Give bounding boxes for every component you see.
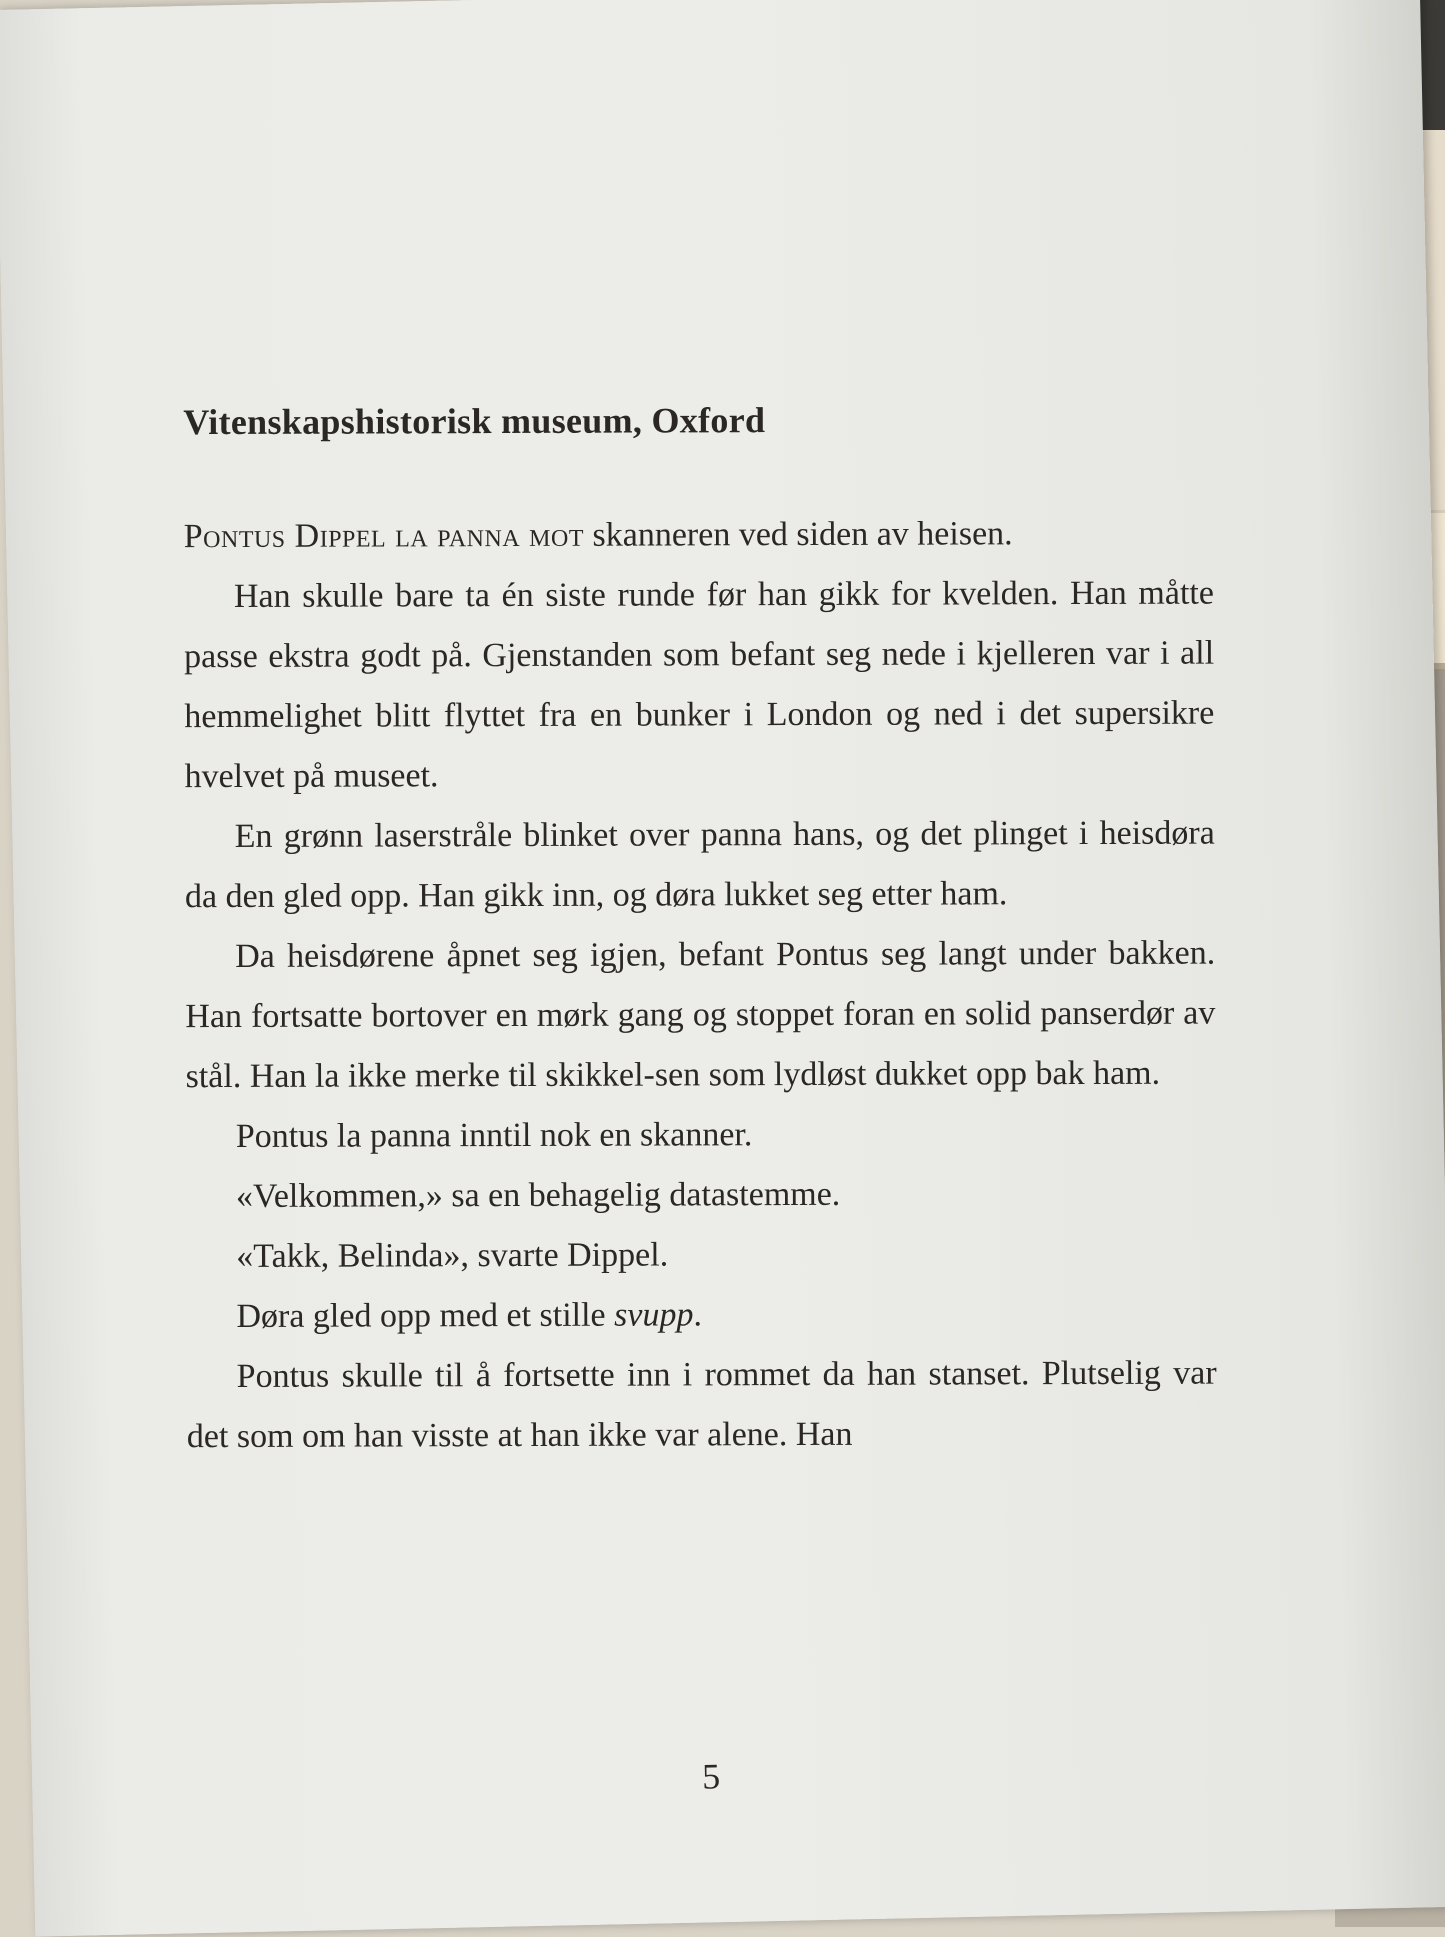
italic-word: svupp	[614, 1296, 694, 1334]
chapter-heading: Vitenskapshistorisk museum, Oxford	[183, 400, 766, 443]
paragraph: Pontus skulle til å fortsette inn i rommet da han stanset. Plutselig var det som om han visste at han ikke var alene. Han	[186, 1354, 1217, 1456]
paragraph: Da heisdørene åpnet seg igjen, befant Pontus seg langt under bakken. Han fortsatte bortover en mørk gang og stoppet foran en solid panserdør av stål. Han la ikke merke til skikkel-sen som lydløst dukket opp bak ham.	[185, 934, 1216, 1096]
paragraph-opening	[184, 504, 1214, 568]
paragraph	[186, 1284, 1216, 1348]
paragraph: Pontus la panna inntil nok en skanner.	[235, 1116, 753, 1155]
paragraph-text: Døra gled opp med et stille	[236, 1296, 606, 1335]
opening-smallcaps: Pontus Dippel la panna mot	[183, 516, 585, 556]
paragraph: «Takk, Belinda», svarte Dippel.	[236, 1236, 669, 1275]
page-text	[183, 398, 1217, 1468]
period: .	[693, 1296, 703, 1334]
paragraph: En grønn laserstråle blinket over panna hans, og det plinget i heisdøra da den gled opp. Han gikk inn, og døra lukket seg etter ham.	[184, 814, 1215, 916]
page-number: 5	[701, 1756, 721, 1797]
paragraph: «Velkommen,» sa en behagelig datastemme.	[235, 1175, 841, 1215]
paragraph: Han skulle bare ta én siste runde før han gikk for kvelden. Han måtte passe ekstra godt på. Gjenstanden som befant seg nede i kjelleren var i all hemmelighet blitt flyttet fra en bunker i London og ned i det supersikre hvelvet på museet.	[184, 574, 1215, 796]
paragraph-opening-text: skanneren ved siden av heisen.	[592, 515, 1013, 554]
